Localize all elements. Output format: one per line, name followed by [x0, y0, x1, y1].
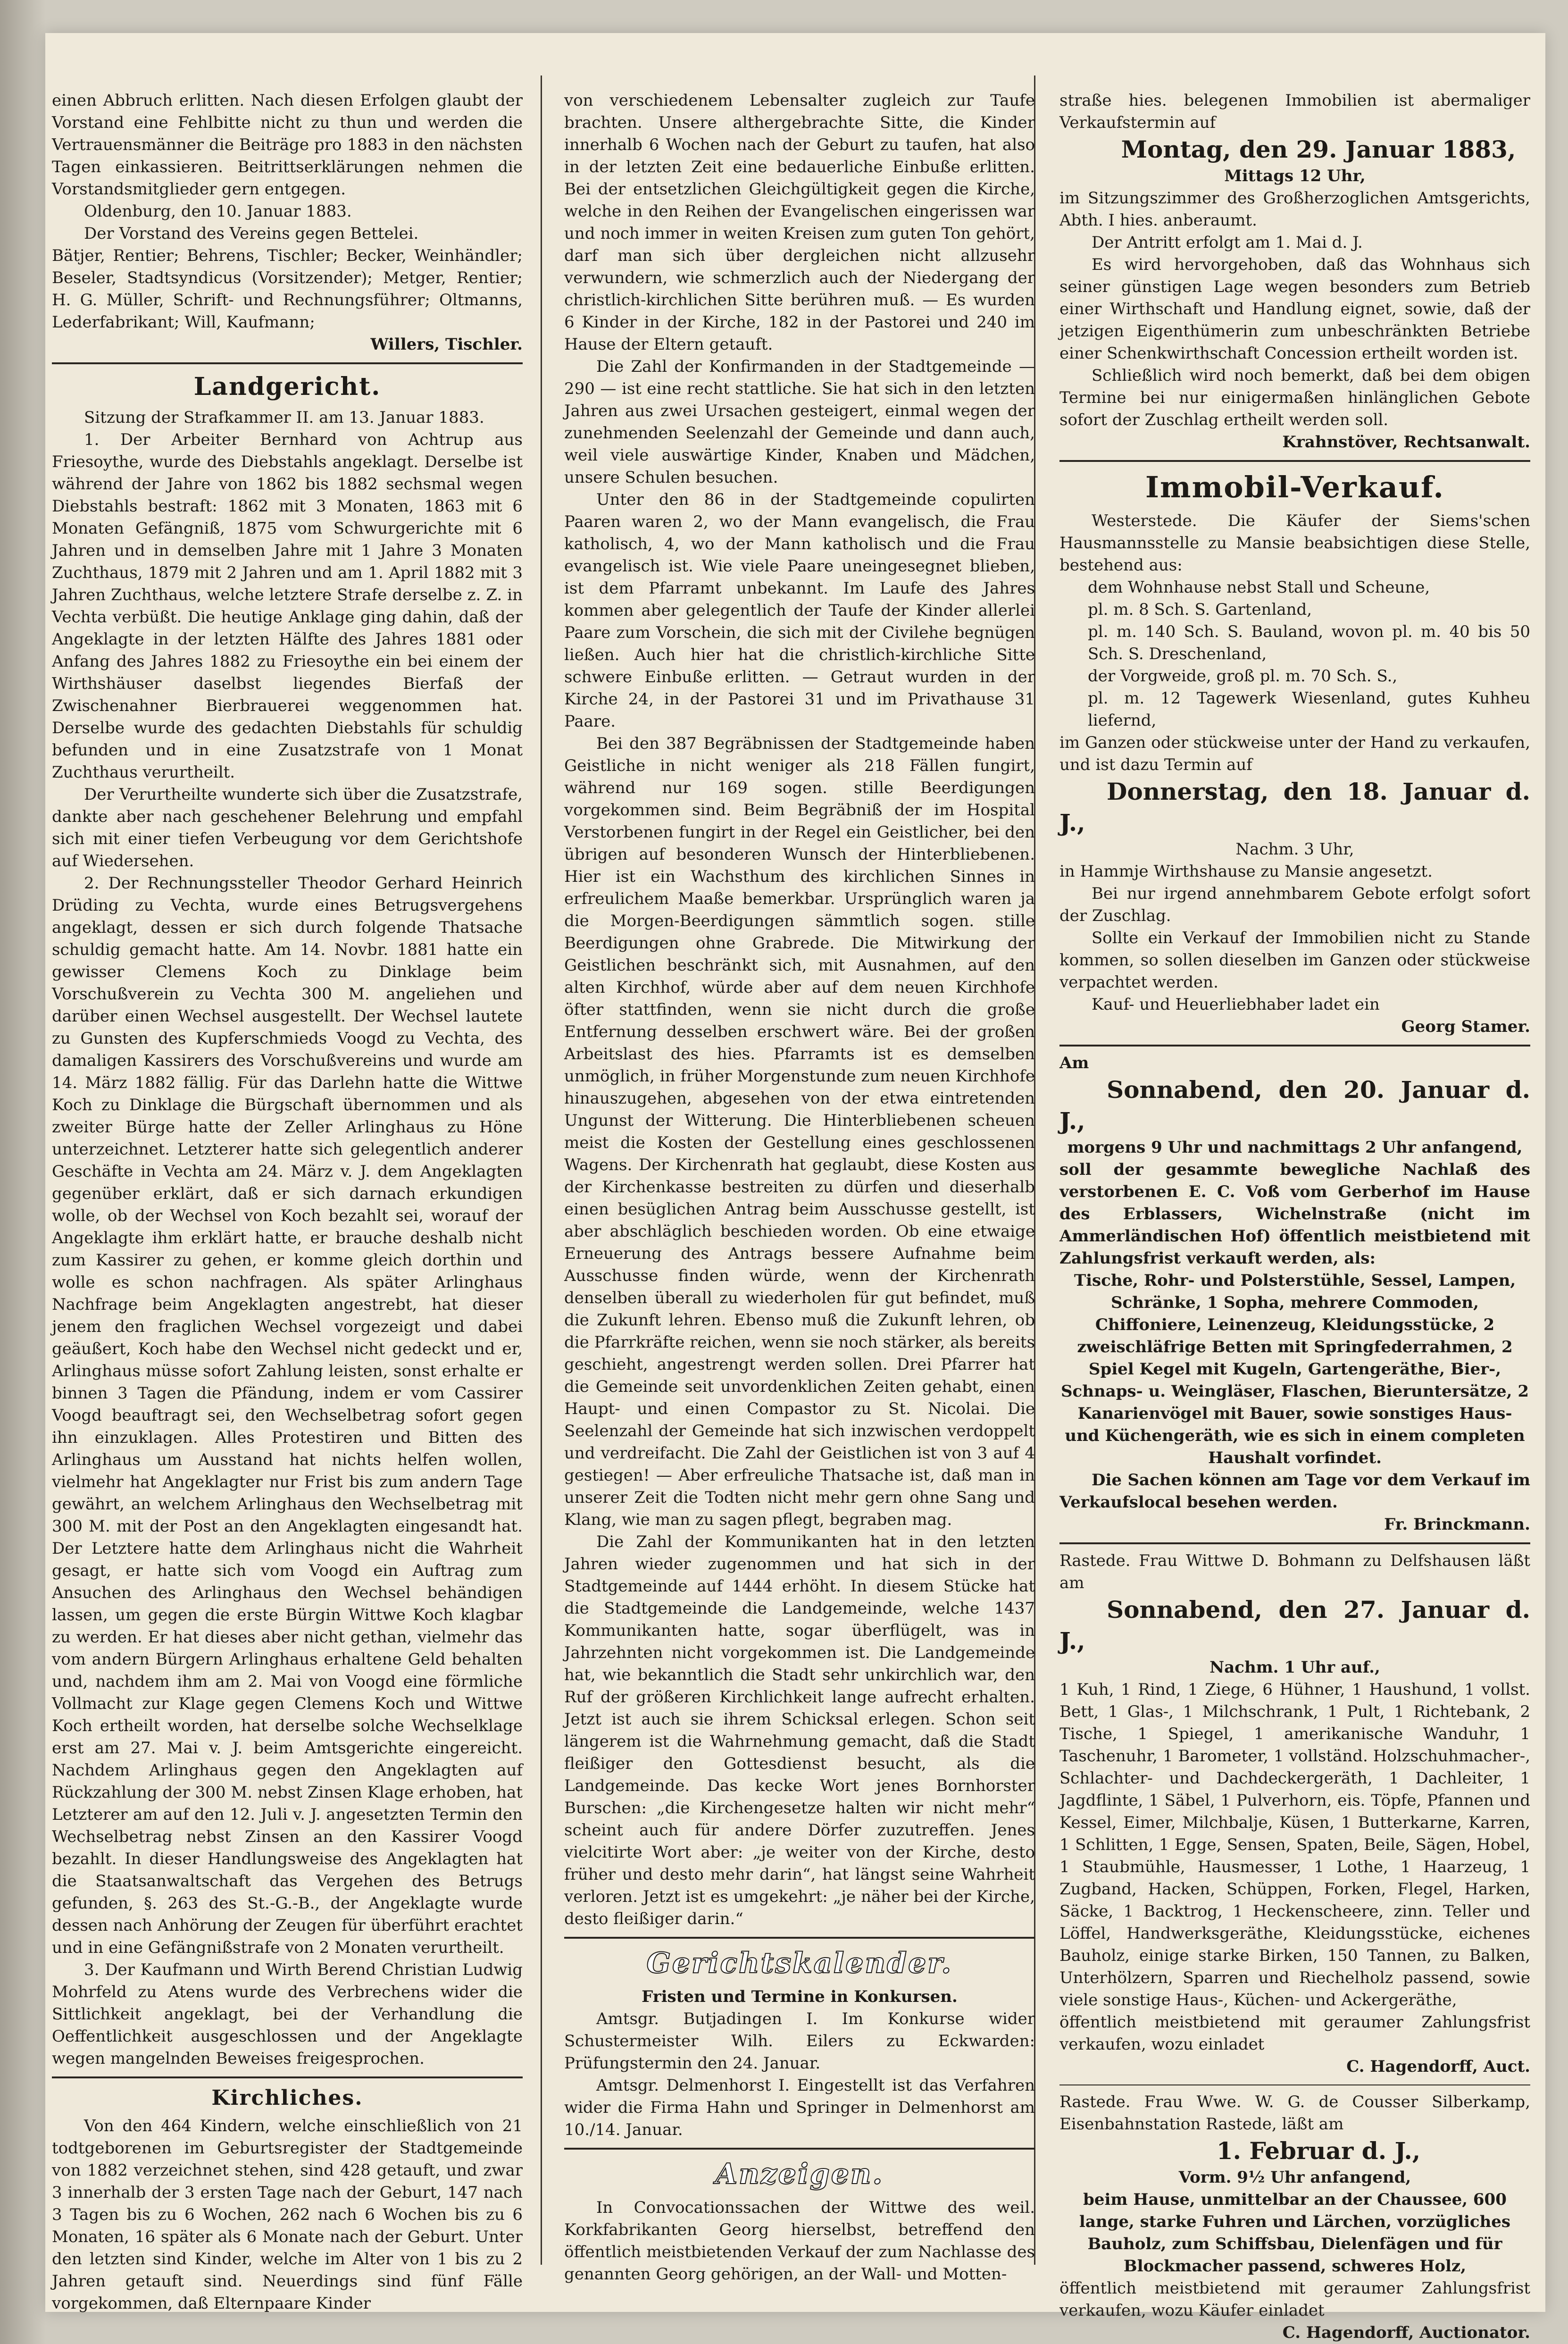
landgericht-case-2: 2. Der Rechnungssteller Theodor Gerhard Heinrich Drüding zu Vechta, wurde eines Betrugsvergehens angeklagt, dessen er sich durch folgende Thatsache schuldig gemacht hatte. Am 14. Novbr. 1881 hatte ein gewisser Clemens Koch zu Dinklage beim Vorschußverein zu Vechta 300 M. angeliehen und darüber einen Wechsel ausgestellt. Der Wechsel lautete zu Gunsten des Kupferschmieds Voogd zu Vechta, des damaligen Kassirers des Vorschußvereins und wurde am 14. März 1882 fällig. Für das Darlehn hatte die Wittwe Koch zu Dinklage die Bürgschaft übernommen und als zweiter Bürge hatte der Zeller Arlinghaus zu Höne unterzeichnet. Letzterer hatte sich gelegentlich anderer Geschäfte in Vechta am 24. März v. J. dem Angeklagten gegenüber erklärt, daß er sich darnach erkundigen wolle, ob der Wechsel von Koch bezahlt sei, worauf der Angeklagte ihm erklärt hatte, er brauche deshalb nicht zum Kassirer zu gehen, er komme gleich dorthin und wolle es schon nachfragen. Als später Arlinghaus Nachfrage beim Angeklagten angestrebt, hat dieser jenem den fraglichen Wechsel vorgezeigt und dabei geäußert, Koch habe den Wechsel nicht gedeckt und er, Arlinghaus müsse sofort Zahlung leisten, sonst erhalte er binnen 3 Tagen die Pfändung, indem er vom Cassirer Voogd beauftragt sei, den Wechselbetrag sofort gegen ihn einzuklagen. Alles Protestiren und Bitten des Arlinghaus um Ausstand hat nichts helfen wollen, vielmehr hat Angeklagter nur Frist bis zum andern Tage gewährt, an welchem Arlinghaus den Wechselbetrag mit 300 M. mit der Post an den Angeklagten eingesandt hat. Der Letztere hatte dem Arlinghaus nicht die Wahrheit gesagt, er hatte sich vom Voogd ein Auftrag zum Ansuchen des Arlinghaus den Wechsel behändigen lassen, um gegen die erste Bürgin Wittwe Koch klagbar zu werden. Er hat dieses aber nicht gethan, vielmehr das vom andern Bürgern Arlinghaus erhaltene Geld behalten und, nachdem ihm am 2. Mai von Voogd eine förmliche Vollmacht zur Klage gegen Clemens Koch und Wittwe Koch ertheilt worden, hat derselbe solche Wechselklage erst am 27. Mai v. J. beim Amtsgerichte eingereicht. Nachdem Arlinghaus gegen den Angeklagten auf Rückzahlung der 300 M. nebst Zinsen Klage erhoben, hat Letzterer am auf den 12. Juli v. J. angesetzten Termin den Wechselbetrag nebst Zinsen an den Kassirer Voogd bezahlt. In dieser Handlungsweise des Angeklagten hat die Staatsanwaltschaft das Vergehen des Betrugs gefunden, §. 263 des St.-G.-B., der Angeklagte wurde dessen nach Anhörung der Zeugen für überführt erachtet und in eine Gefängnißstrafe von 2 Monaten verurtheilt.: [52, 874, 523, 1957]
ad1-paragraph-4: Schließlich wird noch bemerkt, daß bei dem obigen Termine bei nur einigermaßen hinlänglichen Gebote sofort der Zuschlag ertheilt werden soll.: [1059, 366, 1530, 429]
ad-divider: [1059, 2084, 1530, 2085]
verein-members-last: Willers, Tischler.: [370, 335, 523, 354]
column-1: [52, 90, 523, 2313]
section-divider: [564, 1937, 1035, 1939]
ad1-signature: Krahnstöver, Rechtsanwalt.: [1282, 433, 1530, 452]
section-divider: [52, 2076, 523, 2078]
ad4-date: Sonnabend, den 27. Januar d. J.,: [1059, 1596, 1530, 1655]
ad4-intro: Rastede. Frau Wittwe D. Bohmann zu Delfshausen läßt am: [1059, 1551, 1530, 1592]
ad4-time: Nachm. 1 Uhr auf.,: [1209, 1658, 1380, 1677]
copulirte-paare-paragraph: Unter den 86 in der Stadtgemeinde copulirten Paaren waren 2, wo der Mann evangelisch, die Frau katholisch, 4, wo der Mann katholisch und die Frau evangelisch ist. Wie viele Paare uneingesegnet blieben, ist dem Pfarramt unbekannt. Im Laufe des Jahres kommen aber gelegentlich der Taufe der Kinder allerlei Paare zum Vorschein, die sich mit der Civilehe begnügen ließen. Auch hier hat die christlich-kirchliche Sitte schwere Einbuße erlitten. — Getraut wurden in der Kirche 24, in der Pastorei 31 und im Privathause 31 Paare.: [564, 490, 1035, 731]
landgericht-case-1-followup: Der Verurtheilte wunderte sich über die Zusatzstrafe, dankte aber nach geschehener Belehrung und empfahl sich mit einer tiefen Verbeugung vor dem Gerichtshofe auf Wiedersehen.: [52, 785, 523, 871]
ad1-time: Mittags 12 Uhr,: [1224, 167, 1366, 185]
ad3-time: morgens 9 Uhr und nachmittags 2 Uhr anfangend,: [1067, 1138, 1523, 1157]
ad5-signature: C. Hagendorff, Auctionator.: [1282, 2323, 1530, 2342]
ad1-date: Montag, den 29. Januar 1883,: [1121, 135, 1516, 163]
verein-members: Bätjer, Rentier; Behrens, Tischler; Becker, Weinhändler; Beseler, Stadtsyndicus (Vorsitzender); Metger, Rentier; H. G. Müller, Schrift- und Rechnungsführer; Oltmanns, Lederfabrikant; Will, Kaufmann;: [52, 246, 523, 332]
ad5-end: öffentlich meistbietend mit geraumer Zahlungsfrist verkaufen, wozu Käufer einladet: [1059, 2279, 1530, 2320]
gerichtskalender-entry-2: Amtsgr. Delmenhorst I. Eingestellt ist das Verfahren wider die Firma Hahn und Springer in Delmenhorst am 10./14. Januar.: [564, 2076, 1035, 2139]
ad-divider: [1059, 1045, 1530, 1046]
kommunikanten-paragraph: Die Zahl der Kommunikanten hat in den letzten Jahren wieder zugenommen und hat sich in der Stadtgemeinde auf 1444 erhöht. In diesem Stücke hat die Stadtgemeinde die Landgemeinde, welche 1437 Kommunikanten hatte, sogar überflügelt, was in Jahrzehnten nicht vorgekommen ist. Die Landgemeinde hat, wie bekanntlich die Stadt sehr unkirchlich war, den Ruf der größeren Kirchlichkeit lange aufrecht erhalten. Jetzt ist auch sie ihrem Schicksal erlegen. Schon seit längerem ist die Wahrnehmung gemacht, daß die Stadt fleißiger den Gottesdienst besucht, als die Landgemeinde. Das kecke Wort jenes Bornhorster Burschen: „die Kirchengesetze halten wir nicht mehr“ scheint auch für andere Dörfer zuzutreffen. Jenes vielcitirte Wort aber: „je weiter von der Kirche, desto früher und desto mehr darin“, hat längst seine Wahrheit verloren. Jetzt ist es umgekehrt: „je näher bei der Kirche, desto fleißiger darin.“: [564, 1532, 1035, 1928]
anzeigen-paragraph: In Convocationssachen der Wittwe des weil. Korkfabrikanten Georg hierselbst, betreffend den öffentlich meistbietenden Verkauf der zum Nachlasse des genannten Georg gehörigen, an der Wall- und Motten-: [564, 2198, 1035, 2284]
ad5-body: beim Hause, unmittelbar an der Chaussee, 600 lange, starke Fuhren und Lärchen, vorzügliches Bauholz, zum Schiffsbau, Dielenfägen und für Blockmacher passend, schweres Holz,: [1079, 2190, 1511, 2276]
ad2-item: pl. m. 140 Sch. S. Bauland, wovon pl. m. 40 bis 50 Sch. S. Dreschenland,: [1088, 622, 1530, 663]
section-divider: [52, 362, 523, 364]
ad2-paragraph-4: Kauf- und Heuerliebhaber ladet ein: [1092, 995, 1380, 1014]
ad2-mid: im Ganzen oder stückweise unter der Hand zu verkaufen, und ist dazu Termin auf: [1059, 733, 1530, 774]
ad2-intro: Westerstede. Die Käufer der Siems'schen Hausmannsstelle zu Mansie beabsichtigen diese Stelle, bestehend aus:: [1059, 511, 1530, 575]
ad3-date: Sonnabend, den 20. Januar d. J.,: [1059, 1076, 1530, 1135]
ad3-am: Am: [1059, 1054, 1089, 1072]
ad1-paragraph-2: Der Antritt erfolgt am 1. Mai d. J.: [1092, 233, 1363, 252]
kirchliches-continued: von verschiedenem Lebensalter zugleich zur Taufe brachten. Unsere althergebrachte Sitte, die Kinder innerhalb 6 Wochen nach der Geburt zu taufen, hat also in der letzten Zeit eine bedauerliche Einbuße erlitten. Bei der entsetzlichen Gleichgültigkeit gegen die Kirche, welche in den Reihen der Evangelischen eingerissen war und noch immer in weiten Kreisen zum guten Ton gehört, darf man sich über dergleichen nicht allzusehr verwundern, wie schmerzlich auch der Niedergang der christlich-kirchlichen Sitte berühren muß. — Es wurden 6 Kinder in der Kirche, 182 in der Pastorei und 240 im Hause der Eltern getauft.: [564, 91, 1035, 354]
kirchliches-heading: Kirchliches.: [211, 2086, 363, 2110]
ad1-paragraph-3: Es wird hervorgehoben, daß das Wohnhaus sich seiner günstigen Lage wegen besonders zum Betrieb einer Wirthschaft und Handlung eignet, sowie, daß der jetzigen Eigenthümerin zum unbeschränkten Betriebe einer Schenkwirthschaft Concession ertheilt worden ist.: [1059, 255, 1530, 363]
gerichtskalender-heading: Gerichtskalender.: [646, 1947, 953, 1980]
ad2-item: der Vorgweide, groß pl. m. 70 Sch. S.,: [1088, 667, 1398, 686]
ad5-intro: Rastede. Frau Wwe. W. G. de Cousser Silberkamp, Eisenbahnstation Rastede, läßt am: [1059, 2093, 1530, 2134]
ad3-paragraph-2: Die Sachen können am Tage vor dem Verkauf im Verkaufslocal besehen werden.: [1059, 1471, 1530, 1512]
ad2-item: dem Wohnhause nebst Stall und Scheune,: [1088, 578, 1430, 597]
gerichtskalender-entry-1: Amtsgr. Butjadingen I. Im Konkurse wider Schustermeister Wilh. Eilers zu Eckwarden: Prüfungstermin den 24. Januar.: [564, 2009, 1035, 2073]
anzeigen-heading: Anzeigen.: [715, 2158, 884, 2191]
begraebnisse-paragraph: Bei den 387 Begräbnissen der Stadtgemeinde haben Geistliche in nicht weniger als 218 Fällen fungirt, während nur 169 sogen. stille Beerdigungen vorgekommen sind. Beim Begräbniß der im Hospital Verstorbenen fungirt in der Regel ein Geistlicher, bei den übrigen auf besonderen Wunsch der Hinterbliebenen. Hier ist ein Wachsthum des kirchlichen Sinnes in erfreulichem Maaße bemerkbar. Ursprünglich waren ja die Morgen-Beerdigungen sämmtlich sogen. stille Beerdigungen ohne Grabrede. Die Mitwirkung der Geistlichen beschränkt sich, mit Ausnahmen, auf den alten Kirchhof, würde aber auf dem neuen Kirchhofe öfter stattfinden, wenn sie nicht durch die große Entfernung desselben erschwert wäre. Bei der großen Arbeitslast des hies. Pfarramts ist es demselben unmöglich, in früher Morgenstunde zum neuen Kirchhofe hinauszugehen, abgesehen von der etwa eintretenden Ungunst der Witterung. Die Hinterbliebenen scheuen meist die Kosten der Gestellung eines geschlossenen Wagens. Der Kirchenrath hat geglaubt, diese Kosten aus der Kirchenkasse bestreiten zu dürfen und dieserhalb einen besüglichen Antrag beim Ausschusse gestellt, ist aber abschläglich beschieden worden. Ob eine etwaige Erneuerung des Antrags bessere Aufnahme beim Ausschusse finden würde, wenn der Kirchenrath denselben überall zu wiederholen für gut befindet, muß die Zukunft lehren. Ebenso muß die Zukunft lehren, ob die Pfarrkräfte reichen, wenn sie noch stärker, als bereits geschieht, angestrengt werden sollen. Drei Pfarrer hat die Gemeinde seit unvordenklichen Zeiten gehabt, einen Haupt- und einen Compastor zu St. Nicolai. Die Seelenzahl der Gemeinde hat sich inzwischen verdoppelt und verdreifacht. Die Zahl der Geistlichen ist von 3 auf 4 gestiegen! — Aber erfreuliche Thatsache ist, daß man in unserer Zeit die Todten nicht mehr gern ohne Sang und Klang, wie man zu sagen pflegt, begraben mag.: [564, 734, 1035, 1529]
ad-divider: [1059, 460, 1530, 462]
ad5-time: Vorm. 9½ Uhr anfangend,: [1178, 2168, 1411, 2187]
ad2-date: Donnerstag, den 18. Januar d. J.,: [1059, 778, 1530, 837]
ad2-item: pl. m. 8 Sch. S. Gartenland,: [1088, 600, 1312, 619]
gerichtskalender-subheading: Fristen und Termine in Konkursen.: [642, 1987, 958, 2006]
ad2-place: in Hammje Wirthshause zu Mansie angesetzt.: [1059, 862, 1433, 881]
verein-date-line: Oldenburg, den 10. Januar 1883.: [84, 202, 352, 221]
konfirmanden-paragraph: Die Zahl der Konfirmanden in der Stadtgemeinde — 290 — ist eine recht stattliche. Sie hat sich in den letzten Jahren aus zwei Ursachen gesteigert, einmal wegen der zunehmenden Seelenzahl der Gemeinde und dann auch, weil viele auswärtige Kinder, Knaben und Mädchen, unsere Schulen besuchen.: [564, 357, 1035, 487]
ad1-intro: straße hies. belegenen Immobilien ist abermaliger Verkaufstermin auf: [1059, 91, 1530, 132]
ad4-body: 1 Kuh, 1 Rind, 1 Ziege, 6 Hühner, 1 Haushund, 1 vollst. Bett, 1 Glas-, 1 Milchschrank, 1 Pult, 1 Richtebank, 2 Tische, 1 Spiegel, 1 amerikanische Wanduhr, 1 Taschenuhr, 1 Barometer, 1 vollständ. Holzschuhmacher-, Schlachter- und Dachdeckergeräth, 1 Dachleiter, 1 Jagdflinte, 1 Säbel, 1 Pulverhorn, eis. Töpfe, Pfannen und Kessel, Eimer, Milchbalje, Küsen, 1 Butterkarne, Karren, 1 Schlitten, 1 Egge, Sensen, Spaten, Beile, Sägen, Hobel, 1 Staubmühle, Hausmesser, 1 Lothe, 1 Haarzeug, 1 Zugband, Hacken, Schüppen, Forken, Flegel, Harken, Säcke, 1 Backtrog, 1 Heckenscheere, zinn. Teller und Löffel, Handwerksgeräthe, Kleidungsstücke, eichenes Bauholz, einige starke Birken, 150 Tannen, zu Balken, Unterhölzern, Sparren und Riechelholz passend, sowie viele sonstige Haus-, Küchen- und Ackergeräthe,: [1059, 1680, 1530, 2009]
verein-top-paragraph: einen Abbruch erlitten. Nach diesen Erfolgen glaubt der Vorstand eine Fehlbitte nicht zu thun und werden die Vertrauensmänner die Beiträge pro 1883 in den nächsten Tagen einkassieren. Beitrittserklärungen nehmen die Vorstandsmitglieder gern entgegen.: [52, 91, 523, 199]
ad1-body: im Sitzungszimmer des Großherzoglichen Amtsgerichts, Abth. I hies. anberaumt.: [1059, 189, 1530, 230]
newspaper-page: [45, 33, 1545, 2342]
verein-signature: Der Vorstand des Vereins gegen Bettelei.: [84, 224, 419, 243]
sitzung-line: Sitzung der Strafkammer II. am 13. Januar 1883.: [84, 408, 484, 427]
ad3-body: soll der gesammte bewegliche Nachlaß des verstorbenen E. C. Voß vom Gerberhof im Hause des Erblassers, Wichelnstraße (nicht im Ammerländischen Hof) öffentlich meistbietend mit Zahlungsfrist verkauft werden, als:: [1059, 1160, 1530, 1268]
ad3-signature: Fr. Brinckmann.: [1384, 1515, 1530, 1534]
page-fold-shadow: [0, 0, 45, 2344]
landgericht-case-3: 3. Der Kaufmann und Wirth Berend Christian Ludwig Mohrfeld zu Atens wurde des Verbrechens wider die Sittlichkeit angeklagt, bei der Verhandlung die Oeffentlichkeit ausgeschlossen und der Angeklagte wegen mangelnden Beweises freigesprochen.: [52, 1960, 523, 2068]
section-divider: [564, 2148, 1035, 2150]
ad4-signature: C. Hagendorff, Auct.: [1346, 2057, 1530, 2076]
ad-divider: [1059, 1542, 1530, 1544]
landgericht-heading: Landgericht.: [193, 372, 381, 401]
column-2: [564, 90, 1035, 2284]
ad2-signature: Georg Stamer.: [1401, 1017, 1530, 1036]
kirchliches-paragraph: Von den 464 Kindern, welche einschließlich von 21 todtgeborenen im Geburtsregister der Stadtgemeinde von 1882 verzeichnet stehen, sind 428 getauft, und zwar 3 innerhalb der 3 ersten Tage nach der Geburt, 147 nach 3 Tagen bis zu 6 Wochen, 262 nach 6 Wochen bis zu 6 Monaten, 16 später als 6 Monate nach der Geburt. Unter den letzten sind Kinder, welche im Alter von 1 bis zu 2 Jahren getauft sind. Neuerdings sind fünf Fälle vorgekommen, daß Elternpaare Kinder: [52, 2117, 523, 2313]
ad2-paragraph-3: Sollte ein Verkauf der Immobilien nicht zu Stande kommen, so sollen dieselben im Ganzen oder stückweise verpachtet werden.: [1059, 929, 1530, 992]
column-3: [1059, 90, 1530, 2342]
ad4-end: öffentlich meistbietend mit geraumer Zahlungsfrist verkaufen, wozu einladet: [1059, 2013, 1530, 2054]
immobil-verkauf-heading: Immobil-Verkauf.: [1145, 470, 1445, 504]
ad2-time: Nachm. 3 Uhr,: [1235, 840, 1354, 859]
ad3-items: Tische, Rohr- und Polsterstühle, Sessel, Lampen, Schränke, 1 Sopha, mehrere Commoden, Chiffoniere, Leinenzeug, Kleidungsstücke, 2 zweischläfrige Betten mit Springfederrahmen, 2 Spiel Kegel mit Kugeln, Gartengeräthe, Bier-, Schnaps- u. Weingläser, Flaschen, Bieruntersätze, 2 Kanarienvögel mit Bauer, sowie sonstiges Haus- und Küchengeräth, wie es sich in einem completen Haushalt vorfindet.: [1061, 1271, 1529, 1467]
column-rule-left: [541, 75, 542, 2265]
ad5-date: 1. Februar d. J.,: [1216, 2137, 1421, 2165]
ad2-item: pl. m. 12 Tagewerk Wiesenland, gutes Kuhheu liefernd,: [1088, 689, 1530, 730]
landgericht-case-1: 1. Der Arbeiter Bernhard von Achtrup aus Friesoythe, wurde des Diebstahls angeklagt. Derselbe ist während der Jahre von 1862 bis 1882 sechsmal wegen Diebstahls bestraft: 1862 mit 3 Monaten, 1863 mit 6 Monaten Gefängniß, 1875 vom Schwurgerichte mit 6 Jahren und in demselben Jahre mit 1 Jahre 3 Monaten Zuchthaus, 1879 mit 2 Jahren und am 1. April 1882 mit 3 Jahren Zuchthaus, welche letztere Strafe derselbe z. Z. in Vechta verbüßt. Die heutige Anklage ging dahin, daß der Angeklagte in der letzten Hälfte des Jahres 1881 oder Anfang des Jahres 1882 zu Friesoythe ein bei einem der Wirthshäuser daselbst liegendes Bierfaß der Zwischenahner Bierbrauerei weggenommen hat. Derselbe wurde des gedachten Diebstahls für schuldig befunden und in eine Zusatzstrafe von 1 Monat Zuchthaus verurtheilt.: [52, 430, 523, 782]
ad2-paragraph-2: Bei nur irgend annehmbarem Gebote erfolgt sofort der Zuschlag.: [1059, 884, 1530, 925]
